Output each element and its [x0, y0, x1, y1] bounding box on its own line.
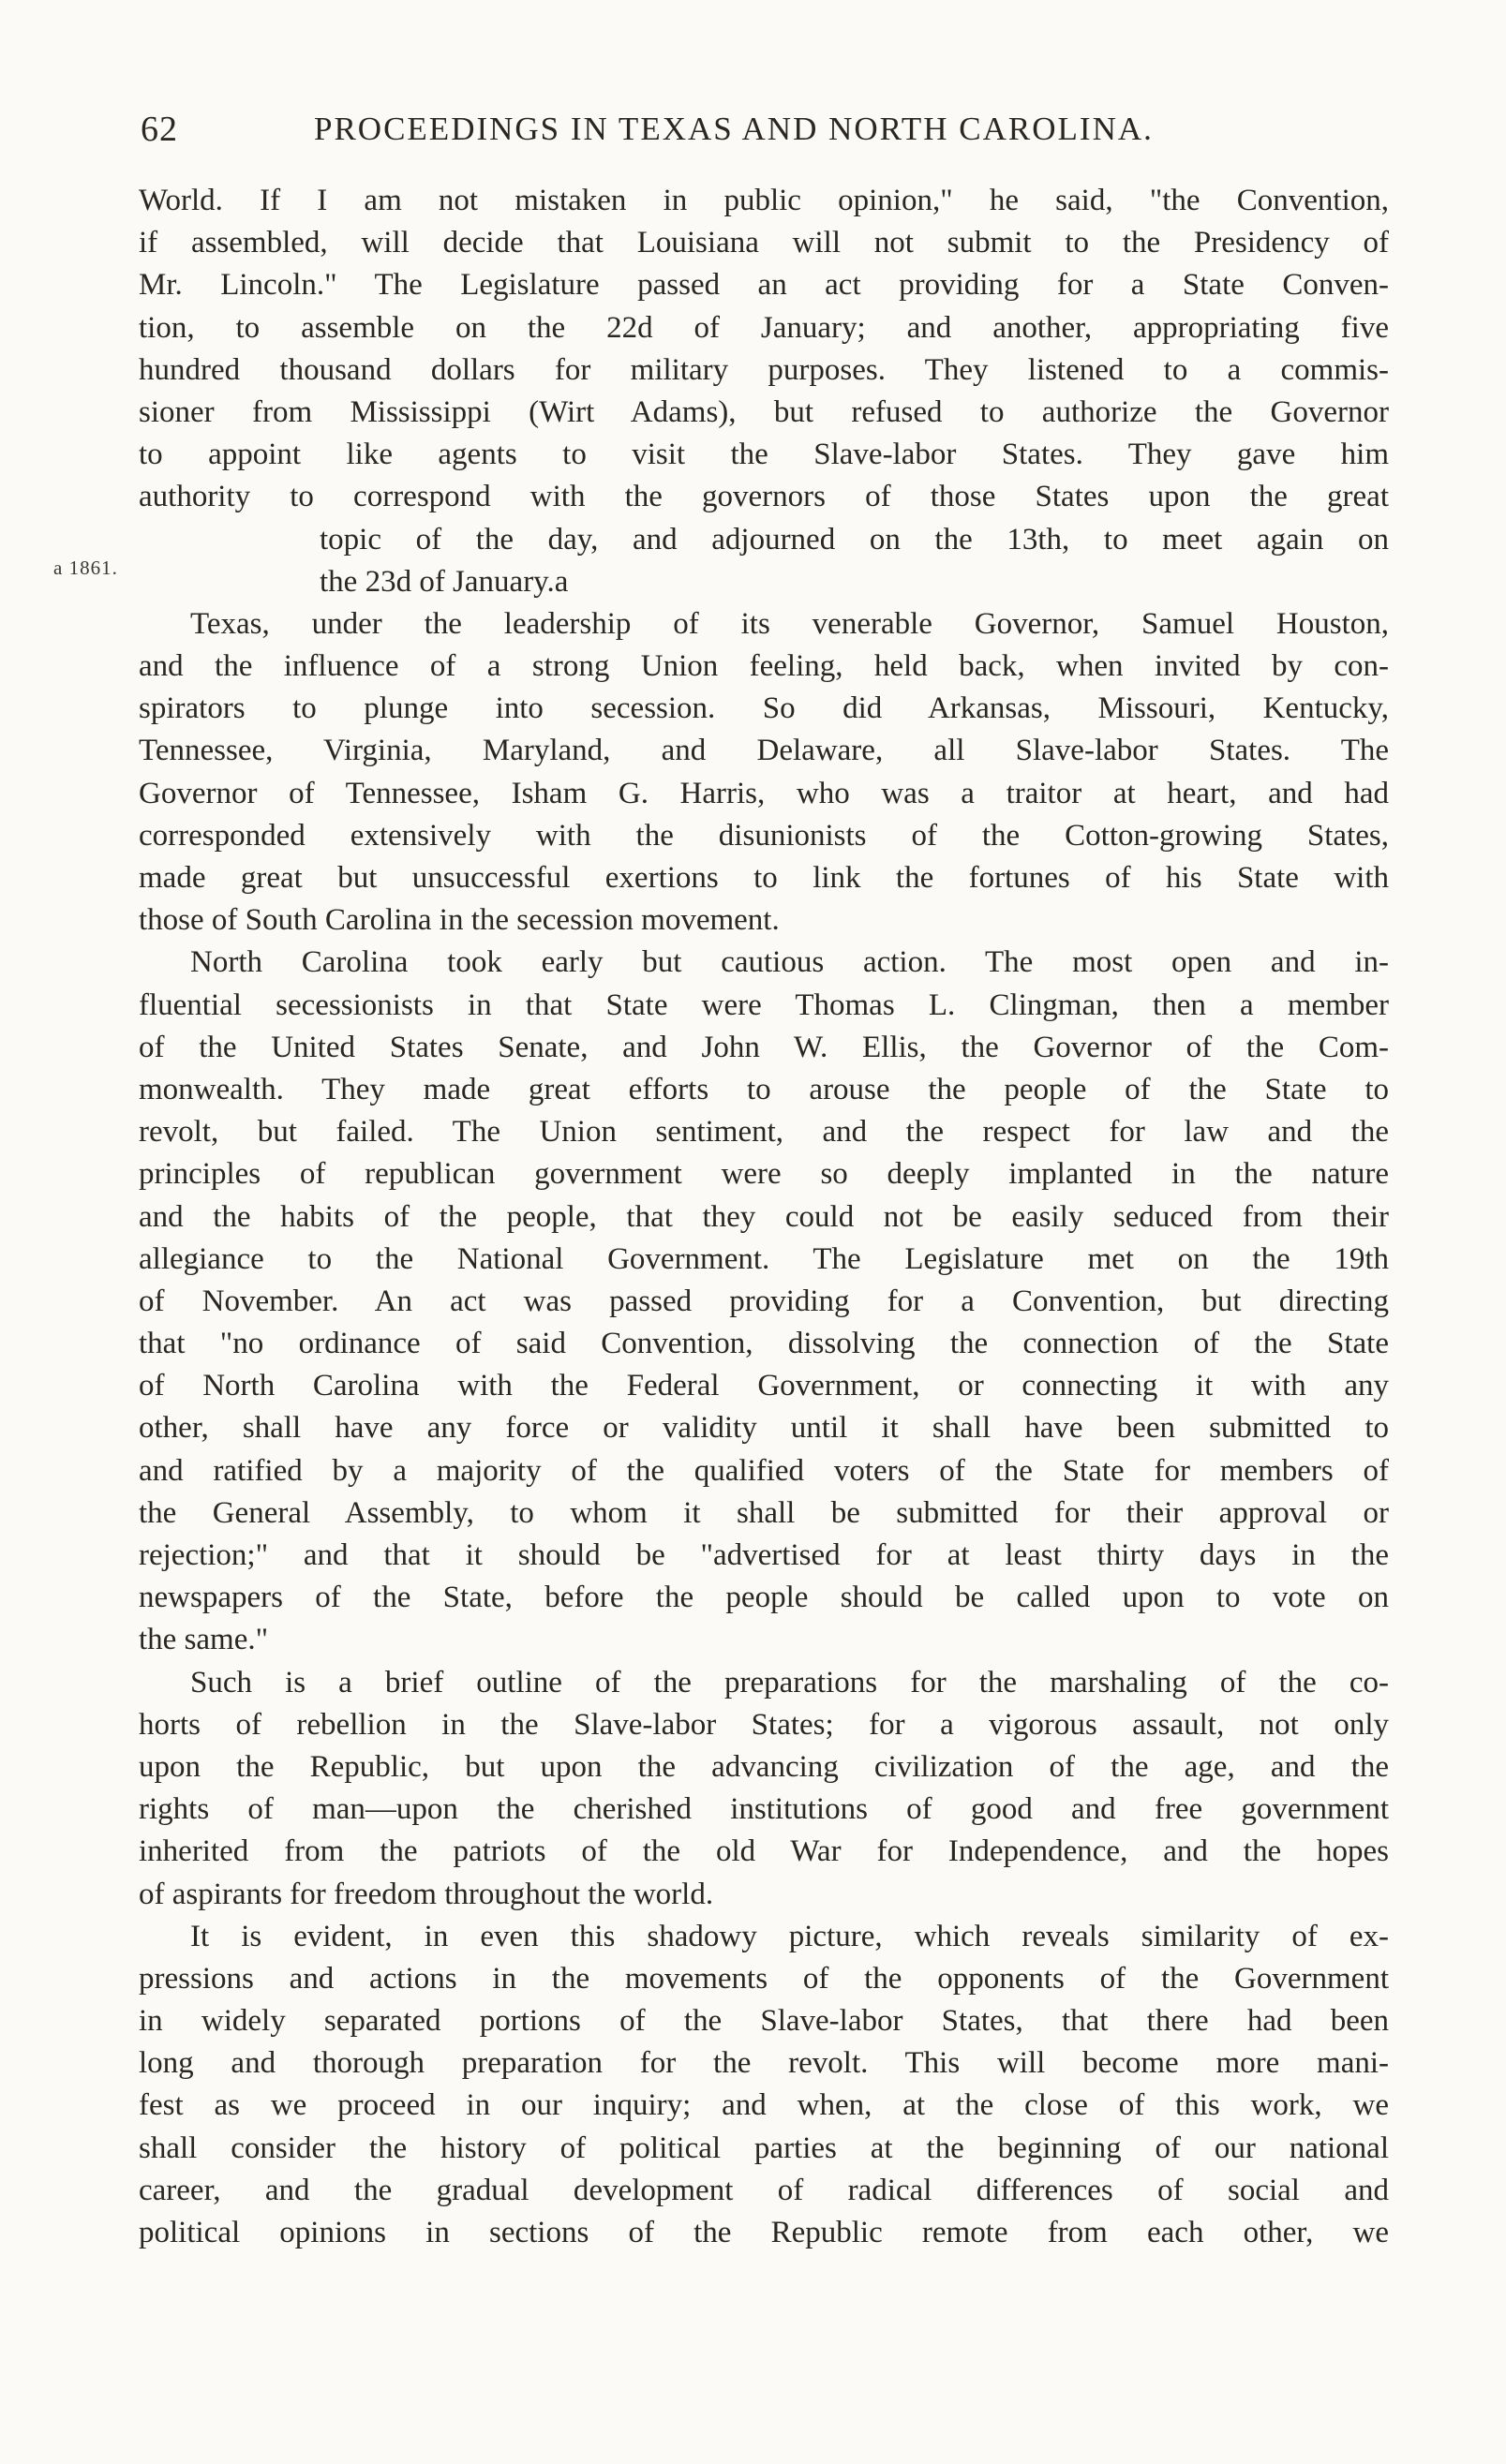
text-line: Texas, under the leadership of its venerable Governor, Samuel Houston,: [190, 606, 1389, 641]
text-line: horts of rebellion in the Slave-labor States; for a vigorous assault, not only: [139, 1707, 1389, 1742]
running-head: PROCEEDINGS IN TEXAS AND NORTH CAROLINA.: [314, 111, 1154, 147]
text-line: principles of republican government were so deeply implanted in the nature: [139, 1157, 1389, 1192]
text-line: topic of the day, and adjourned on the 13th, to meet again on: [320, 522, 1389, 557]
text-line: and the habits of the people, that they could not be easily seduced from their: [139, 1199, 1389, 1234]
text-line: authority to correspond with the governors of those States upon the great: [139, 480, 1389, 514]
text-line: made great but unsuccessful exertions to link the fortunes of his State with: [139, 861, 1389, 895]
text-line: to appoint like agents to visit the Slave-labor States. They gave him: [139, 438, 1389, 472]
page-header: [141, 109, 1396, 156]
text-line: sioner from Mississippi (Wirt Adams), but refused to authorize the Governor: [139, 394, 1389, 429]
text-line: rights of man—upon the cherished institutions of good and free government: [139, 1792, 1389, 1827]
text-line: that "no ordinance of said Convention, dissolving the connection of the State: [139, 1327, 1389, 1361]
body-text: [139, 180, 1389, 2254]
margin-date-note: a 1861.: [53, 557, 118, 579]
text-line: World. If I am not mistaken in public opinion," he said, "the Convention,: [139, 184, 1389, 217]
text-line: fluential secessionists in that State were Thomas L. Clingman, then a member: [139, 987, 1389, 1022]
text-line: of North Carolina with the Federal Government, or connecting it with any: [139, 1369, 1389, 1403]
text-line: the General Assembly, to whom it shall be submitted for their approval or: [139, 1495, 1389, 1530]
text-line: in widely separated portions of the Slave-labor States, that there had been: [139, 2004, 1389, 2039]
text-line: rejection;" and that it should be "advertised for at least thirty days in the: [139, 1538, 1389, 1572]
text-line: hundred thousand dollars for military purposes. They listened to a commis-: [139, 352, 1389, 387]
text-line: shall consider the history of political parties at the beginning of our national: [139, 2130, 1389, 2165]
text-line: of the United States Senate, and John W. Ellis, the Governor of the Com-: [139, 1030, 1389, 1064]
text-line: the 23d of January.a: [320, 564, 569, 599]
page-number: 62: [141, 110, 178, 149]
text-line: Such is a brief outline of the preparations for the marshaling of the co-: [190, 1665, 1389, 1700]
text-line: North Carolina took early but cautious action. The most open and in-: [190, 945, 1389, 980]
text-line: monwealth. They made great efforts to arouse the people of the State to: [139, 1072, 1389, 1106]
text-line: pressions and actions in the movements of the opponents of the Government: [139, 1961, 1389, 1996]
text-line: political opinions in sections of the Republic remote from each other, we: [139, 2216, 1389, 2249]
text-line: of November. An act was passed providing for a Convention, but directing: [139, 1284, 1389, 1318]
text-line: career, and the gradual development of radical differences of social and: [139, 2173, 1389, 2207]
text-line: spirators to plunge into secession. So did Arkansas, Missouri, Kentucky,: [139, 691, 1389, 726]
text-line: the same.": [139, 1623, 269, 1657]
text-line: revolt, but failed. The Union sentiment, and the respect for law and the: [139, 1115, 1389, 1150]
text-line: long and thorough preparation for the revolt. This will become more mani-: [139, 2046, 1389, 2081]
text-line: newspapers of the State, before the people should be called upon to vote on: [139, 1581, 1389, 1615]
text-line: It is evident, in even this shadowy picture, which reveals similarity of ex-: [190, 1919, 1389, 1953]
text-line: Tennessee, Virginia, Maryland, and Delaware, all Slave-labor States. The: [139, 734, 1389, 768]
text-line: allegiance to the National Government. The Legislature met on the 19th: [139, 1241, 1389, 1276]
text-line: other, shall have any force or validity until it shall have been submitted to: [139, 1411, 1389, 1446]
text-line: inherited from the patriots of the old War for Independence, and the hopes: [139, 1834, 1389, 1869]
text-line: and the influence of a strong Union feeling, held back, when invited by con-: [139, 649, 1389, 684]
text-line: Mr. Lincoln." The Legislature passed an act providing for a State Conven-: [139, 268, 1389, 303]
text-line: those of South Carolina in the secession movement.: [139, 903, 780, 938]
text-line: tion, to assemble on the 22d of January; and another, appropriating five: [139, 310, 1389, 345]
text-line: upon the Republic, but upon the advancing civilization of the age, and the: [139, 1749, 1389, 1784]
text-line: Governor of Tennessee, Isham G. Harris, who was a traitor at heart, and had: [139, 776, 1389, 810]
text-line: corresponded extensively with the disunionists of the Cotton-growing States,: [139, 818, 1389, 853]
text-line: fest as we proceed in our inquiry; and when, at the close of this work, we: [139, 2088, 1389, 2123]
text-line: of aspirants for freedom throughout the world.: [139, 1877, 714, 1911]
text-line: and ratified by a majority of the qualified voters of the State for members of: [139, 1453, 1389, 1488]
text-line: if assembled, will decide that Louisiana will not submit to the Presidency of: [139, 226, 1389, 260]
